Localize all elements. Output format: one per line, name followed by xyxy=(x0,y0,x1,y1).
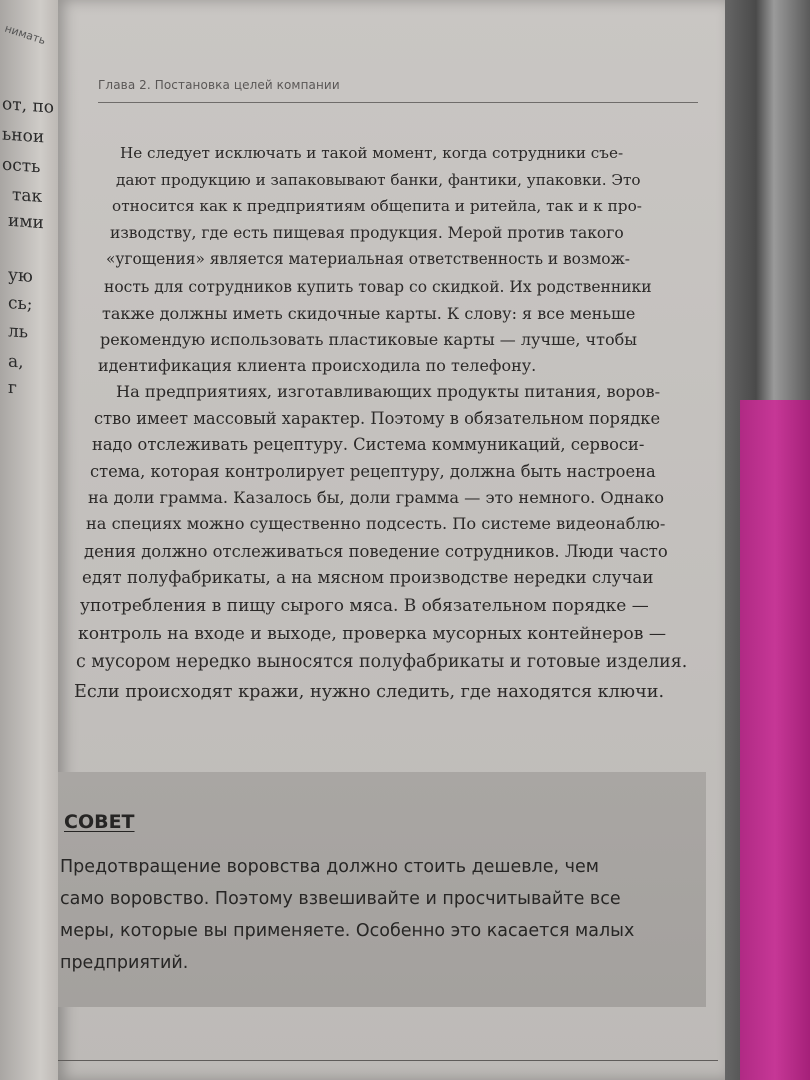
body-line: дения должно отслеживаться поведение сотрудников. Люди часто xyxy=(84,542,668,561)
book-cover-edge xyxy=(740,400,810,1080)
header-rule xyxy=(98,102,698,103)
body-line: надо отслеживать рецептуру. Система коммуникаций, сервоси- xyxy=(92,435,645,454)
body-line: ство имеет массовый характер. Поэтому в обязательном порядке xyxy=(94,409,661,428)
body-line: употребления в пищу сырого мяса. В обязательном порядке — xyxy=(80,596,649,616)
body-line: относится как к предприятиям общепита и ритейла, так и к про- xyxy=(112,197,642,215)
advice-title: СОВЕТ xyxy=(64,811,135,833)
body-line: ность для сотрудников купить товар со скидкой. Их родственники xyxy=(104,278,652,296)
left-page-fragment: от, по xyxy=(2,94,55,118)
left-page-fragment: ьнои xyxy=(2,124,45,148)
left-adjacent-page xyxy=(0,0,58,1080)
body-line: «угощения» является материальная ответственность и возмож- xyxy=(106,250,630,268)
body-line: На предприятиях, изготавливающих продукты питания, воров- xyxy=(116,382,661,401)
body-line: также должны иметь скидочные карты. К слову: я все меньше xyxy=(102,304,636,323)
body-line: едят полуфабрикаты, а на мясном производстве нередки случаи xyxy=(82,568,654,587)
advice-line: Предотвращение воровства должно стоить дешевле, чем xyxy=(60,857,599,877)
running-header: Глава 2. Постановка целей компании xyxy=(98,78,340,92)
left-page-fragment: сь; xyxy=(8,293,33,315)
left-page-fragment: а, xyxy=(8,351,24,373)
left-page-fragment: ую xyxy=(8,265,33,287)
left-page-fragment: ость xyxy=(2,154,41,178)
body-line: стема, которая контролирует рецептуру, должна быть настроена xyxy=(90,462,656,481)
body-line: контроль на входе и выходе, проверка мусорных контейнеров — xyxy=(78,624,667,644)
body-line: на доли грамма. Казалось бы, доли грамма — это немного. Однако xyxy=(88,488,664,507)
body-line: дают продукцию и запаковывают банки, фантики, упаковки. Это xyxy=(116,171,641,189)
book-page xyxy=(58,0,725,1080)
body-line: Не следует исключать и такой момент, когда сотрудники съе- xyxy=(120,144,624,162)
body-line: рекомендую использовать пластиковые карты — лучше, чтобы xyxy=(100,330,637,349)
advice-line: предприятий. xyxy=(60,953,189,973)
advice-line: меры, которые вы применяете. Особенно это касается малых xyxy=(60,921,635,941)
left-page-fragment: ль xyxy=(8,321,29,343)
body-line: изводству, где есть пищевая продукция. Мерой против такого xyxy=(110,224,624,242)
left-page-fragment: г xyxy=(8,377,17,399)
left-page-fragment: ими xyxy=(8,210,44,234)
advice-line: само воровство. Поэтому взвешивайте и просчитывайте все xyxy=(60,889,621,909)
left-page-fragment: так xyxy=(12,184,43,208)
left-page-top-fragment: нимать xyxy=(3,21,48,48)
body-line: Если происходят кражи, нужно следить, где находятся ключи. xyxy=(74,682,665,702)
bottom-rule xyxy=(58,1060,718,1061)
body-line: идентификация клиента происходила по телефону. xyxy=(98,356,537,375)
body-line: на специях можно существенно подсесть. По системе видеонаблю- xyxy=(86,514,666,533)
body-line: с мусором нередко выносятся полуфабрикаты и готовые изделия. xyxy=(76,652,688,672)
